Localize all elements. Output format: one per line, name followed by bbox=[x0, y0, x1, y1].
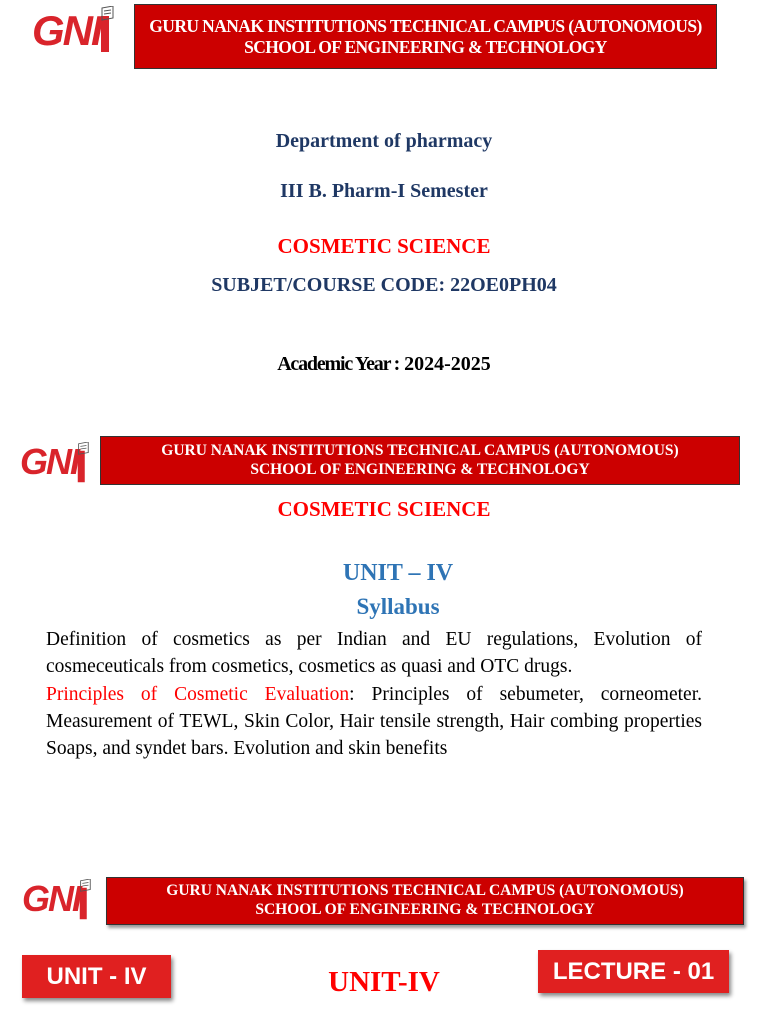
unit-tag: UNIT - IV bbox=[22, 955, 171, 998]
unit-title: UNIT-IV bbox=[328, 966, 440, 998]
institution-banner bbox=[134, 4, 717, 69]
gni-logo-text: GNI bbox=[22, 878, 81, 919]
institution-name: GURU NANAK INSTITUTIONS TECHNICAL CAMPUS (AUTONOMOUS) bbox=[161, 441, 679, 459]
book-icon bbox=[99, 6, 115, 54]
academic-year-label: Academic Year : bbox=[277, 353, 400, 375]
school-name: SCHOOL OF ENGINEERING & TECHNOLOGY bbox=[244, 36, 607, 57]
gni-logo bbox=[20, 440, 90, 484]
syllabus-text: : Principles of sebumeter, corneometer. Measurement of TEWL, Skin Color, Hair tensile strength, Hair combing properties Soaps, and syndet bars. Evolution and skin benefits bbox=[46, 684, 702, 759]
lecture-tag: LECTURE - 01 bbox=[538, 950, 729, 993]
syllabus-paragraph-2 bbox=[46, 681, 702, 762]
syllabus-heading: Syllabus bbox=[356, 594, 440, 619]
syllabus-highlight: Principles of Cosmetic Evaluation bbox=[46, 684, 350, 705]
course-title: COSMETIC SCIENCE bbox=[277, 234, 491, 258]
academic-year bbox=[0, 353, 768, 376]
gni-logo-text: GNI bbox=[32, 7, 101, 54]
book-icon bbox=[78, 879, 92, 921]
gni-logo bbox=[32, 4, 115, 54]
institution-name: GURU NANAK INSTITUTIONS TECHNICAL CAMPUS (AUTONOMOUS) bbox=[166, 882, 684, 900]
institution-name: GURU NANAK INSTITUTIONS TECHNICAL CAMPUS (AUTONOMOUS) bbox=[149, 15, 702, 36]
semester-title: III B. Pharm-I Semester bbox=[280, 180, 488, 202]
school-name: SCHOOL OF ENGINEERING & TECHNOLOGY bbox=[255, 901, 595, 918]
institution-banner bbox=[106, 877, 744, 925]
course-code: SUBJET/COURSE CODE: 22OE0PH04 bbox=[211, 274, 557, 296]
book-icon bbox=[76, 442, 90, 484]
syllabus-paragraph-1: Definition of cosmetics as per Indian and EU regulations, Evolution of cosmeceuticals from cosmetics, cosmetics as quasi and OTC drugs. bbox=[46, 629, 702, 677]
institution-banner bbox=[100, 436, 740, 485]
unit-heading: UNIT – IV bbox=[342, 560, 454, 586]
school-name: SCHOOL OF ENGINEERING & TECHNOLOGY bbox=[250, 460, 590, 478]
course-title: COSMETIC SCIENCE bbox=[277, 497, 491, 521]
gni-logo bbox=[22, 877, 92, 921]
gni-logo-text: GNI bbox=[20, 441, 79, 482]
academic-year-value: 2024-2025 bbox=[404, 353, 491, 375]
department-title: Department of pharmacy bbox=[275, 130, 493, 152]
